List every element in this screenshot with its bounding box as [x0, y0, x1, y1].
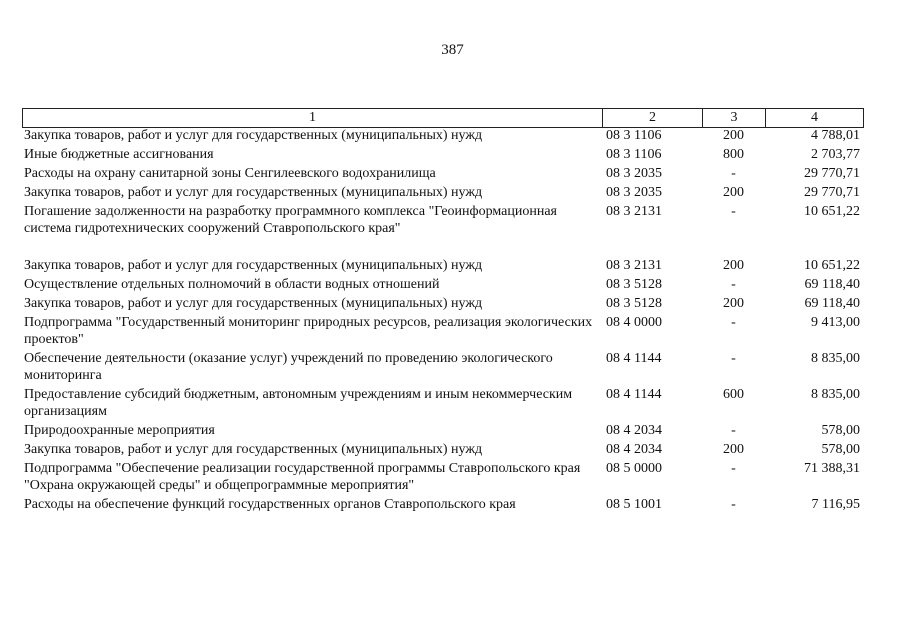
row-type: 200	[723, 128, 744, 143]
row-name: Расходы на обеспечение функций государственных органов Ставропольского края	[24, 497, 516, 512]
row-code: 08 4 1144	[606, 387, 662, 402]
row-amount: 578,00	[821, 442, 860, 457]
row-amount: 29 770,71	[804, 185, 860, 200]
row-code: 08 3 5128	[606, 296, 662, 311]
row-type: 200	[723, 296, 744, 311]
table-row	[24, 276, 862, 293]
table-row	[24, 257, 862, 274]
row-name: Подпрограмма "Обеспечение реализации государственной программы Ставропольского края "Охрана окружающей среды" и общепрограммные мероприятия"	[24, 461, 581, 493]
row-name: Природоохранные мероприятия	[24, 423, 215, 438]
header-col-1: 1	[23, 109, 603, 127]
table-row	[24, 165, 862, 182]
row-name: Обеспечение деятельности (оказание услуг) учреждений по проведению экологического мониторинга	[24, 351, 553, 383]
row-name: Закупка товаров, работ и услуг для государственных (муниципальных) нужд	[24, 258, 483, 273]
row-type: 600	[723, 387, 744, 402]
header-col-2: 2	[603, 109, 703, 127]
row-type: 200	[723, 185, 744, 200]
row-type: -	[731, 351, 736, 366]
table-body	[24, 127, 862, 515]
row-amount: 10 651,22	[804, 204, 860, 219]
row-name: Расходы на охрану санитарной зоны Сенгилеевского водохранилища	[24, 166, 436, 181]
table-row	[24, 496, 862, 513]
row-amount: 8 835,00	[811, 387, 860, 402]
row-name: Закупка товаров, работ и услуг для государственных (муниципальных) нужд	[24, 128, 483, 143]
row-amount: 29 770,71	[804, 166, 860, 181]
row-amount: 9 413,00	[811, 315, 860, 330]
row-type: 200	[723, 442, 744, 457]
row-amount: 7 116,95	[811, 497, 860, 512]
row-code: 08 5 1001	[606, 497, 662, 512]
row-name: Закупка товаров, работ и услуг для государственных (муниципальных) нужд	[24, 442, 483, 457]
row-name: Закупка товаров, работ и услуг для государственных (муниципальных) нужд	[24, 185, 483, 200]
table-row	[24, 314, 862, 348]
table-row	[24, 203, 862, 237]
row-type: 800	[723, 147, 744, 162]
row-amount: 10 651,22	[804, 258, 860, 273]
row-name: Предоставление субсидий бюджетным, автономным учреждениям и иным некоммерческим организациям	[24, 387, 573, 419]
row-amount: 8 835,00	[811, 351, 860, 366]
row-type: -	[731, 166, 736, 181]
row-type: -	[731, 315, 736, 330]
table-row	[24, 127, 862, 144]
table-row	[24, 386, 862, 420]
row-type: -	[731, 423, 736, 438]
row-amount: 69 118,40	[804, 277, 860, 292]
row-code: 08 3 5128	[606, 277, 662, 292]
table-row	[24, 422, 862, 439]
row-code: 08 3 2131	[606, 204, 662, 219]
table-row	[24, 441, 862, 458]
row-type: 200	[723, 258, 744, 273]
table-row	[24, 295, 862, 312]
row-code: 08 4 2034	[606, 423, 662, 438]
row-amount: 4 788,01	[811, 128, 860, 143]
row-type: -	[731, 204, 736, 219]
table-row	[24, 146, 862, 163]
row-name: Осуществление отдельных полномочий в области водных отношений	[24, 277, 440, 292]
row-code: 08 4 1144	[606, 351, 662, 366]
row-code: 08 4 2034	[606, 442, 662, 457]
row-type: -	[731, 277, 736, 292]
row-code: 08 3 1106	[606, 128, 662, 143]
row-code: 08 5 0000	[606, 461, 662, 476]
row-code: 08 3 2035	[606, 185, 662, 200]
row-code: 08 3 2131	[606, 258, 662, 273]
row-type: -	[731, 461, 736, 476]
row-code: 08 4 0000	[606, 315, 662, 330]
row-amount: 578,00	[821, 423, 860, 438]
row-type: -	[731, 497, 736, 512]
row-code: 08 3 1106	[606, 147, 662, 162]
row-name: Закупка товаров, работ и услуг для государственных (муниципальных) нужд	[24, 296, 483, 311]
table-row	[24, 350, 862, 384]
table-row	[24, 460, 862, 494]
row-amount: 71 388,31	[804, 461, 860, 476]
row-amount: 69 118,40	[804, 296, 860, 311]
table-header	[22, 108, 864, 128]
table-row	[24, 184, 862, 201]
row-amount: 2 703,77	[811, 147, 860, 162]
row-name: Погашение задолженности на разработку программного комплекса "Геоинформационная система гидротехнических сооружений Ставропольского края"	[24, 204, 557, 236]
page-number: 387	[441, 42, 464, 58]
row-name: Иные бюджетные ассигнования	[24, 147, 214, 162]
row-code: 08 3 2035	[606, 166, 662, 181]
header-col-4: 4	[811, 110, 818, 125]
row-name: Подпрограмма "Государственный мониторинг природных ресурсов, реализация экологических проектов"	[24, 315, 593, 347]
header-col-3: 3	[703, 109, 766, 127]
